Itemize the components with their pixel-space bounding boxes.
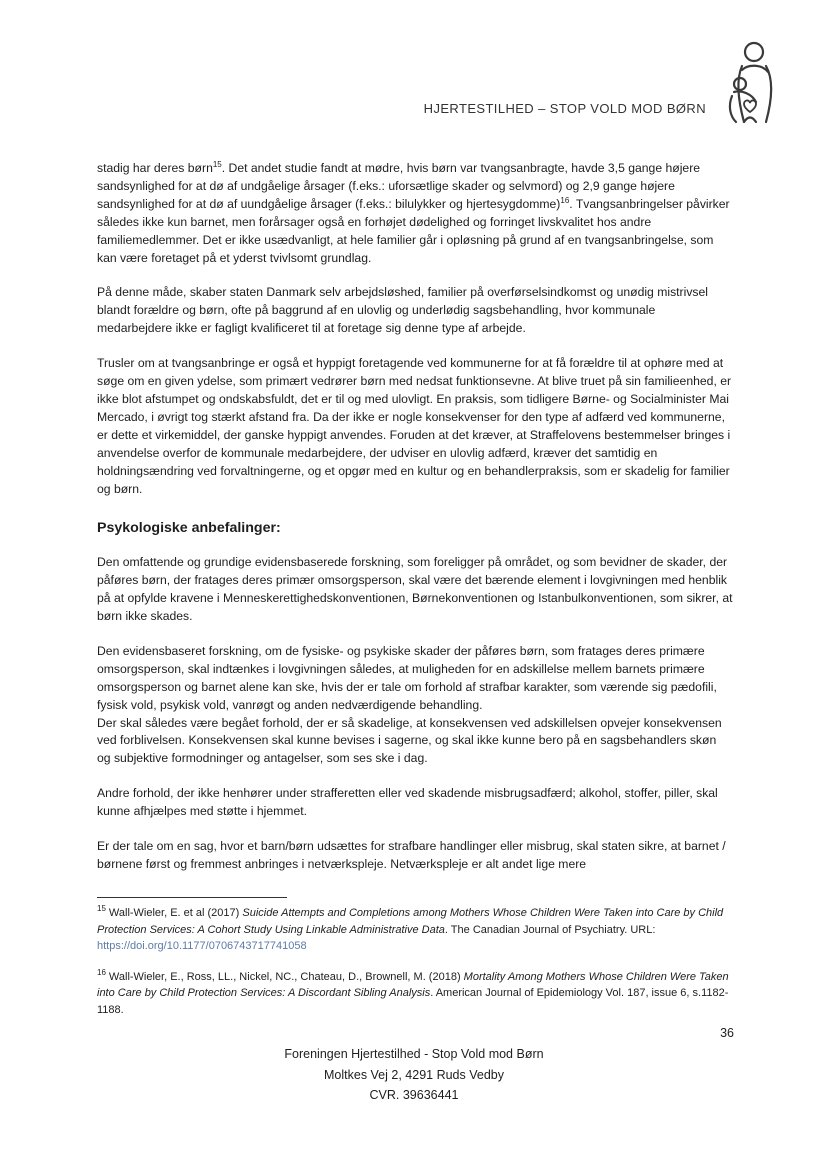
footnote-15: $^{15}$ Wall-Wieler, E. et al (2017) Suicide Attempts and Completions among Mothers Whose Children Were Taken into Care by Child Protection Services: A Cohort Study Using Linkable Administrative Data. The Canadian Journal of Psychiatry. URL: https://doi.org/10.1177/0706743717741058	[97, 904, 724, 952]
paragraph-8: Er der tale om en sag, hvor et barn/børn udsættes for strafbare handlinger eller misbrug, skal staten sikre, at barnet / børnene først og fremmest anbringes i netværkspleje. Netværkspleje er alt andet lige mere	[97, 839, 726, 871]
page-footer	[0, 1044, 828, 1106]
footer-org: Foreningen Hjertestilhed - Stop Vold mod Børn	[284, 1047, 544, 1061]
footer-cvr: CVR. 39636441	[369, 1088, 459, 1102]
paragraph-1: stadig har deres børn$^{15}$. Det andet studie fandt at mødre, hvis børn var tvangsanbragte, havde 3,5 gange højere sandsynlighed for at dø af undgåelige årsager (f.eks.: uforsætlige skader og selvmord) og 2,9 gange højere sandsynlighed for at dø af uundgåelige årsager (f.eks.: bilulykker og hjertesygdomme)$^{16}$. Tvangsanbringelser påvirker således ikke kun barnet, men forårsager også en forhøjet dødelighed og forringet livskvalitet hos andre familiemedlemmer. Det er ikke usædvanligt, at hele familier går i opløsning på grund af en tvangsanbringelse, som kan være foretaget på et yderst tvivlsomt grundlag.	[97, 159, 730, 265]
paragraph-2: På denne måde, skaber staten Danmark selv arbejdsløshed, familier på overførselsindkomst og unødig mistrivsel blandt forældre og børn, ofte på baggrund af en ulovlig og underlødig sagsbehandling, hvor kommunale medarbejdere ikke er fagligt kvalificeret til at foretage sig denne type af arbejde.	[97, 285, 708, 336]
footnote-ref-16[interactable]: 16	[560, 195, 570, 205]
footnote-16: $^{16}$ Wall-Wieler, E., Ross, LL., Nickel, NC., Chateau, D., Brownell, M. (2018) Mortality Among Mothers Whose Children Were Taken into Care by Child Protection Services: A Discordant Sibling Analysis. American Journal of Epidemiology Vol. 187, issue 6, s.1182-1188.	[97, 967, 729, 1016]
page-header	[0, 0, 828, 130]
footnote-divider	[97, 897, 287, 898]
section-heading: Psykologiske anbefalinger:	[97, 520, 281, 537]
paragraph-6: Der skal således være begået forhold, der er så skadelige, at konsekvensen ved adskillelsen opvejer konsekvensen ved forblivelsen. Konsekvensen skal kunne bevises i sagerne, og skal ikke kunne bero på en sagsbehandlers skøn og subjektive formodninger og antagelser, som ses ske i dag.	[97, 715, 722, 766]
paragraph-4: Den omfattende og grundige evidensbaserede forskning, som foreligger på området, og som bevidner de skader, der påføres børn, der fratages deres primær omsorgsperson, skal være det bærende element i lovgivningen med henblik på at opfylde kravene i Menneskerettighedskonventionen, Børnekonventionen og Istanbulkonventionen, som sikrer, at børn ikke skades.	[97, 555, 733, 624]
footnotes	[97, 905, 733, 1032]
page-number: 36	[720, 1026, 734, 1040]
footnote-url-link[interactable]: https://doi.org/10.1177/0706743717741058	[97, 940, 307, 952]
footnote-ref-15[interactable]: 15	[212, 159, 222, 169]
paragraph-7: Andre forhold, der ikke henhører under strafferetten eller ved skadende misbrugsadfærd; alkohol, stoffer, piller, skal kunne afhjælpes med støtte i hjemmet.	[97, 786, 718, 819]
header-title: HJERTESTILHED – STOP VOLD MOD BØRN	[423, 101, 706, 116]
family-heart-logo-icon	[722, 40, 782, 126]
paragraph-5: Den evidensbaseret forskning, om de fysiske- og psykiske skader der påføres børn, som fratages deres primære omsorgsperson, skal indtænkes i lovgivningen således, at muligheden for en adskillelse mellem barnets primære omsorgsperson og barnet alene kan ske, hvis der er tale om forhold af strafbar karakter, som værende sig pædofili, fysisk vold, psykisk vold, vanrøgt og anden nedværdigende behandling.	[97, 643, 717, 712]
body-text	[97, 160, 733, 891]
footer-address: Moltkes Vej 2, 4291 Ruds Vedby	[324, 1067, 504, 1082]
paragraph-3: Trusler om at tvangsanbringe er også et hyppigt foretagende ved kommunerne for at få forældre til at ophøre med at søge om en given ydelse, som primært vedrører børn med nedsat funktionsevne. At blive truet på sin familieenhed, er ikke blot afstumpet og ondskabsfuldt, det er til og med ulovligt. En praksis, som tidligere Børne- og Socialminister Mai Mercado, i øvrigt tog stærkt afstand fra. Da der ikke er nogle konsekvenser for den type af adfærd ved kommunerne, er dette et virkemiddel, der ganske hyppigt anvendes. Foruden at det kræver, at Straffelovens bestemmelser bringes i anvendelse overfor de kommunale medarbejdere, der udviser en ulovlig adfærd, kræver det samtidig en holdningsændring ved forvaltningerne, og et opgør med en kultur og en behandlerpraksis, som er skadelig for familier og børn.	[97, 356, 732, 496]
